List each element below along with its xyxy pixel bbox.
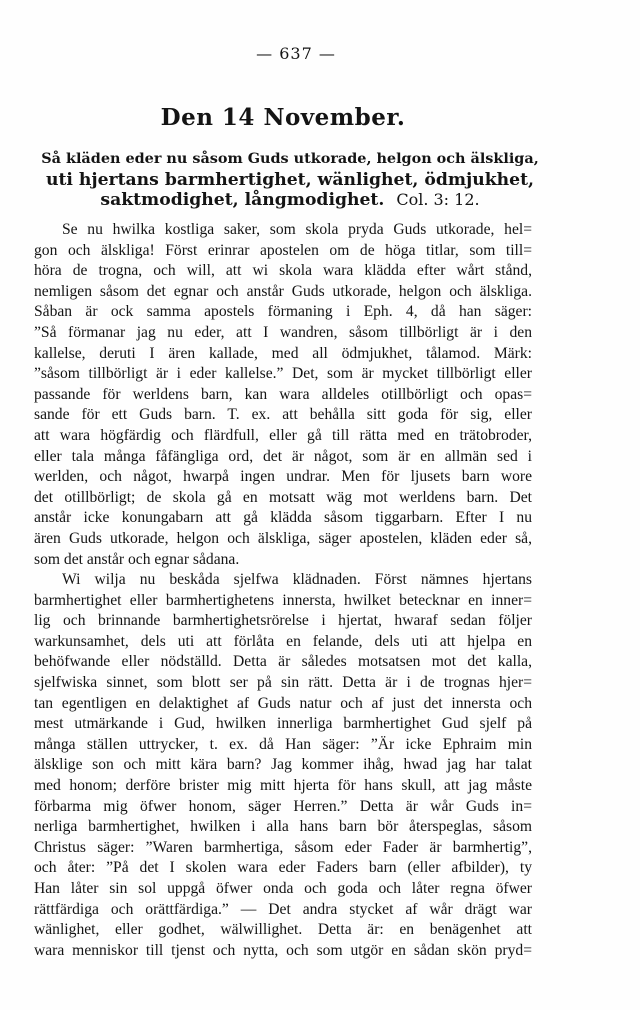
text-line: och åter: ”På det I skolen wara eder Faders barn (eller afbilder), ty xyxy=(34,859,532,877)
verse-line xyxy=(40,187,540,211)
text-line: nemligen såsom det egnar och anstår Guds utkorade, helgon och älskliga. xyxy=(34,282,532,300)
verse-reference: Col. 3: 12. xyxy=(396,190,480,210)
text-line: werlden, och något, hwarpå ingen undrar. Men för ljusets barn wore xyxy=(34,468,532,486)
text-line: nerliga barmhertighet, hwilken i alla hans barn bör återspeglas, såsom xyxy=(34,818,532,836)
text-line: sande för ett Guds barn. T. ex. att behålla sitt goda för sig, eller xyxy=(34,406,532,424)
text-line: det otillbörligt; de skola gå en motsatt wäg mot werldens barn. Det xyxy=(34,488,532,506)
text-line: höra de trogna, och will, att wi skola wara klädda efter wårt stånd, xyxy=(34,262,532,280)
text-line: gon och älskliga! Först erinrar apostelen om de höga titlar, som till= xyxy=(34,241,532,259)
text-line: warkunsamhet, dels uti att förlåta en felande, dels uti att hjelpa en xyxy=(34,632,532,650)
text-line: wara menniskor till tjenst och nytta, och som utgör en sådan skön pryd= xyxy=(34,941,532,959)
text-line: rättfärdiga och orättfärdiga.” — Det andra stycket af wår drägt war xyxy=(34,900,532,918)
text-line: med honom; derföre brister mig mitt hjerta för hans skull, att jag måste xyxy=(34,777,532,795)
body-text xyxy=(34,220,532,961)
text-line: Såban är ock samma apostels förmaning i Eph. 4, då han säger: xyxy=(34,303,532,321)
text-line: wänlighet, eller godhet, wälwillighet. Detta är: en benägenhet att xyxy=(34,921,532,939)
text-line: passande för werldens barn, kan wara alldeles otillbörligt och opas= xyxy=(34,385,532,403)
text-line: tan egentligen en delaktighet af Guds natur och af just det innersta och xyxy=(34,694,532,712)
text-line: som det anstår och egnar sådana. xyxy=(34,550,240,568)
text-line: att wara högfärdig och flärdfull, eller gå till rätta med en trätobroder, xyxy=(34,426,532,444)
text-line: behöfwande eller nödställd. Detta är således motsatsen mot det kalla, xyxy=(34,653,532,671)
text-line: ären Guds utkorade, helgon och älskliga, säger apostelen, kläden eder så, xyxy=(34,529,532,547)
text-line: mest utmärkande i Gud, hwilken innerliga barmhertighet Gud sjelf på xyxy=(34,715,532,733)
text-line: förbarma mig öfwer honom, säger Herren.” Detta är wår Guds in= xyxy=(34,797,532,815)
text-line: eller tala många fåfängliga ord, det är något, som är en allmän sed i xyxy=(34,447,532,465)
page-number: — 637 — xyxy=(256,44,336,63)
scripture-verse xyxy=(40,146,540,211)
verse-line: Så kläden eder nu såsom Guds utkorade, helgon och älskliga, xyxy=(41,150,539,167)
text-line: Christus säger: ”Waren barmhertiga, såsom eder Fader är barmhertig”, xyxy=(34,838,532,856)
text-line: många ställen uttrycker, t. ex. då Han säger: ”Är icke Ephraim min xyxy=(34,735,532,753)
text-line: ”såsom tillbörligt är i eder kallelse.” Det, som är mycket tillbörligt eller xyxy=(34,365,532,383)
text-line: ”Så förmanar jag nu eder, att I wandren, såsom tillbörligt är i den xyxy=(34,323,532,341)
text-line: Se nu hwilka kostliga saker, som skola pryda Guds utkorade, hel= xyxy=(62,221,532,238)
verse-line-text: saktmodighet, långmodighet. xyxy=(100,190,385,211)
text-line: älsklige son och mitt kära barn? Jag kommer ihåg, hwad jag har talat xyxy=(34,756,532,774)
text-line: kallelse, deruti I ären kallade, med all ödmjukhet, tålamod. Märk: xyxy=(34,344,532,362)
text-line: Han låter sin sol uppgå öfwer onda och goda och låter regna öfwer xyxy=(34,880,532,897)
text-line: lig och brinnande barmhertighetsrörelse i hjertat, hwaraf sedan följer xyxy=(34,612,532,630)
text-line: sjelfwiska sinnet, som blott ser på sin rätt. Detta är i de trognas hjer= xyxy=(34,674,532,692)
verse-line: uti hjertans barmhertighet, wänlighet, ödmjukhet, xyxy=(45,169,535,190)
text-line: Wi wilja nu beskåda sjelfwa klädnaden. Först nämnes hjertans xyxy=(62,571,532,589)
page-heading: Den 14 November. xyxy=(160,104,406,131)
text-line: barmhertighet eller barmhertighetens innersta, hwilket betecknar en inner= xyxy=(34,591,532,609)
text-line: anstår icke konungabarn att gå klädda såsom tiggarbarn. Efter I nu xyxy=(34,509,532,527)
